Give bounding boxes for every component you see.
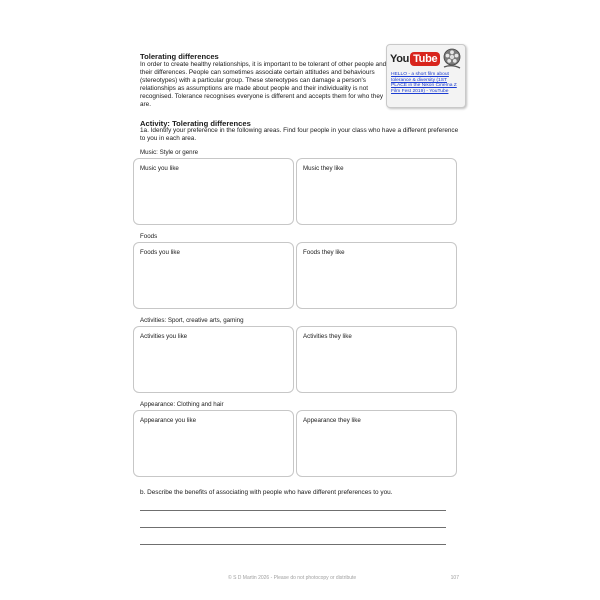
page-number: 107 <box>450 575 459 581</box>
box-label: Music you like <box>140 165 179 172</box>
activities-you-like-box[interactable] <box>133 326 294 393</box>
music-you-like-box[interactable] <box>133 158 294 225</box>
category-label-appearance: Appearance: Clothing and hair <box>140 401 224 408</box>
activities-they-like-box[interactable] <box>296 326 457 393</box>
answer-line-1[interactable] <box>140 510 446 511</box>
foods-you-like-box[interactable] <box>133 242 294 309</box>
appearance-you-like-box[interactable] <box>133 410 294 477</box>
youtube-logo <box>390 49 440 69</box>
foods-they-like-box[interactable] <box>296 242 457 309</box>
music-they-like-box[interactable] <box>296 158 457 225</box>
answer-line-2[interactable] <box>140 527 446 528</box>
youtube-logo-tube: Tube <box>410 52 440 66</box>
appearance-they-like-box[interactable] <box>296 410 457 477</box>
category-label-activities: Activities: Sport, creative arts, gaming <box>140 317 244 324</box>
film-reel-icon <box>442 48 462 70</box>
answer-line-3[interactable] <box>140 544 446 545</box>
youtube-video-link[interactable]: HELLO - a short film about tolerance & diversity (1ST PLACE in the Nikon Cinema Z Film Fest 2019) - YouTube <box>391 72 457 95</box>
part-b-question: b. Describe the benefits of associating with people who have different preferences to you. <box>140 489 393 496</box>
box-label: Activities they like <box>303 333 352 340</box>
activity-title: Activity: Tolerating differences <box>140 119 251 128</box>
box-label: Foods you like <box>140 249 180 256</box>
section-title: Tolerating differences <box>140 52 219 61</box>
category-label-music: Music: Style or genre <box>140 149 199 156</box>
box-label: Activities you like <box>140 333 188 340</box>
box-label: Appearance you like <box>140 417 197 424</box>
box-label: Music they like <box>303 165 344 172</box>
activity-instruction: 1a. Identify your preference in the following areas. Find four people in your class who have a different preference to you in each area. <box>140 127 459 143</box>
intro-paragraph: In order to create healthy relationships, it is important to be tolerant of other people and their differences. People can sometimes associate certain attitudes and behaviours (stereotypes) with a particular group. These stereotypes can damage a person's relationships as assumptions are made about people and their individuality is not recognised. Tolerance recognises everyone is different and accepts them for who they are. <box>140 61 387 109</box>
category-label-foods: Foods <box>140 233 158 240</box>
box-label: Appearance they like <box>303 417 361 424</box>
copyright-notice: © S D Martin 2026 - Please do not photocopy or distribute <box>228 575 357 581</box>
youtube-logo-you: You <box>390 53 410 65</box>
youtube-video-card[interactable] <box>386 44 466 108</box>
box-label: Foods they like <box>303 249 345 256</box>
